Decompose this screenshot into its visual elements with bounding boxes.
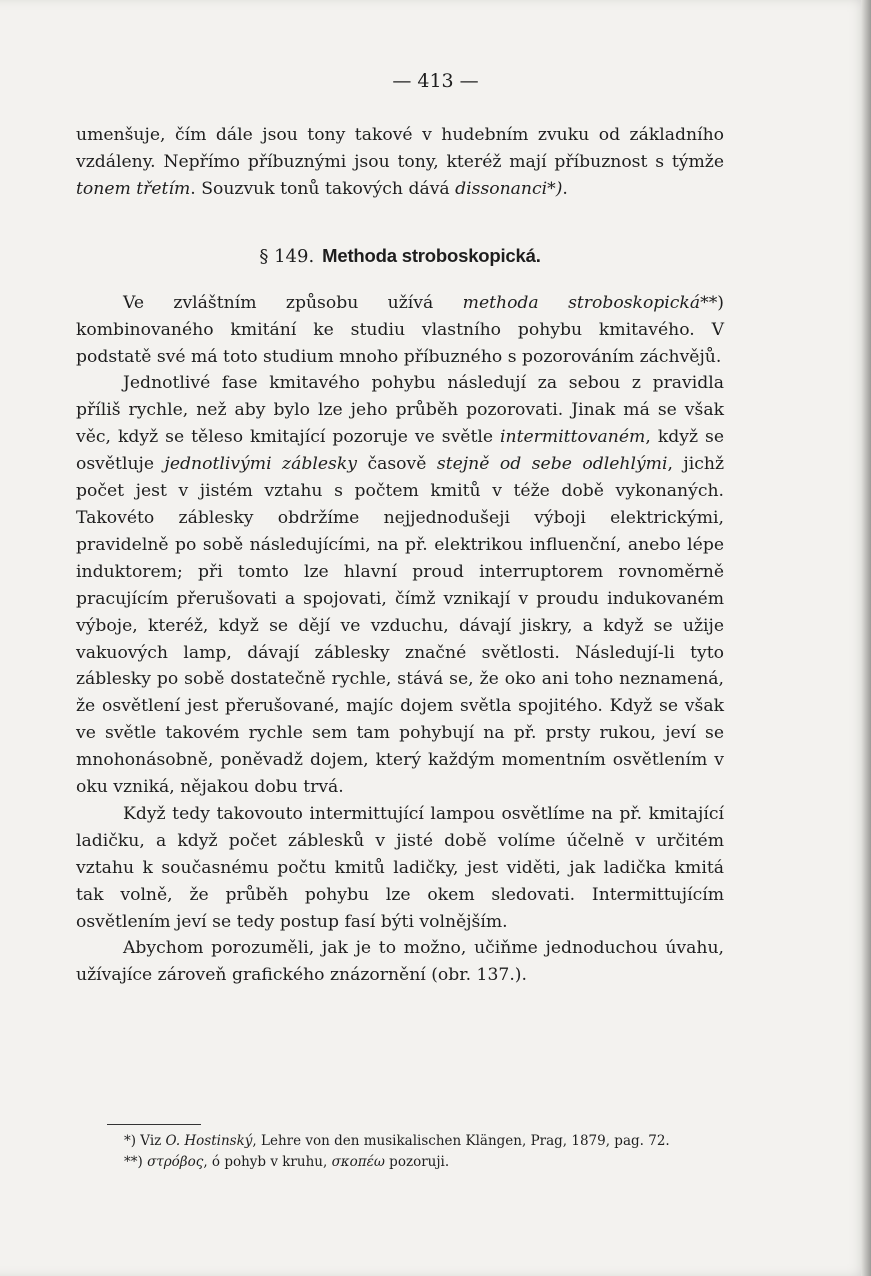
fn2-text-b: , ó pohyb v kruhu, bbox=[203, 1154, 332, 1170]
p1-text-a: umenšuje, čím dále jsou tony takové v hudebním zvuku od základního vzdáleny. Nepřímo příbuznými jsou tony, kteréž mají příbuznost s týmže bbox=[76, 125, 724, 172]
fn1-author: O. Hostinský bbox=[165, 1133, 253, 1149]
p1-emphasis-b: dissonanci*) bbox=[455, 178, 563, 199]
body-text bbox=[76, 122, 724, 989]
fn1-text-a: *) Viz bbox=[124, 1133, 166, 1149]
footnote-rule bbox=[107, 1124, 201, 1125]
p3-text-a: Jednotlivé fase kmitavého pohybu následují za sebou z pravidla příliš rychle, než aby bylo lze jeho průběh pozorovati. Jinak má se však věc, když se těleso kmitající pozoruje ve světle bbox=[76, 373, 724, 448]
footnote-1 bbox=[76, 1131, 724, 1152]
fn1-text-b: , Lehre von den musikalischen Klängen, Prag, 1879, pag. 72. bbox=[252, 1133, 670, 1149]
footnote-2 bbox=[76, 1152, 724, 1173]
paragraph-2 bbox=[76, 290, 724, 371]
page-number: — 413 — bbox=[392, 70, 479, 92]
p3-emphasis-a: intermittovaném bbox=[500, 427, 646, 448]
paragraph-1 bbox=[76, 122, 724, 203]
p1-text-b: . Souzvuk tonů takových dává bbox=[190, 178, 456, 199]
section-number: § 149. bbox=[259, 245, 315, 267]
fn2-greek-b: σκοπέω bbox=[331, 1154, 385, 1170]
paragraph-4: Když tedy takovouto intermittující lampou osvětlíme na př. kmitající ladičku, a když počet záblesků v jisté době volíme účelně v určitém vztahu k současnému počtu kmitů ladičky, jest viděti, jak ladička kmitá tak volně, že průběh pohybu lze okem sledovati. Intermittujícím osvětlením jeví se tedy postup fasí býti volnějším. bbox=[76, 803, 724, 932]
p1-text-c: . bbox=[562, 178, 568, 199]
fn2-greek-a: στρόβος bbox=[147, 1154, 204, 1170]
p3-emphasis-b: jednotlivými záblesky bbox=[164, 454, 357, 475]
p2-emphasis: methoda stroboskopická bbox=[462, 292, 701, 313]
paragraph-5: Abychom porozuměli, jak je to možno, učiňme jednoduchou úvahu, užívajíce zároveň grafického znázornění (obr. 137.). bbox=[76, 938, 724, 986]
p2-text-a: Ve zvláštním způsobu užívá bbox=[123, 292, 463, 313]
p1-emphasis-a: tonem třetím bbox=[76, 178, 191, 199]
paragraph-3 bbox=[76, 370, 724, 801]
p3-text-c: časově bbox=[356, 454, 437, 475]
fn2-text-c: pozoruji. bbox=[384, 1154, 450, 1170]
footnotes bbox=[76, 1131, 724, 1173]
p3-text-b: , když se osvětluje bbox=[76, 427, 724, 475]
p2-text-b: **) kombinovaného kmitání ke studiu vlastního pohybu kmitavého. V podstatě své má toto studium mnoho příbuzného s pozorováním záchvějů. bbox=[76, 292, 724, 367]
p3-text-d: , jichž počet jest v jistém vztahu s počtem kmitů v téže době vykonaných. Takovéto záblesky obdržíme nejjednodušeji výboji elektrickými, pravidelně po sobě následujícími, na př. elektrikou influenční, anebo lépe induktorem; při tomto lze hlavní proud interruptorem rovnoměrně pracujícím přerušovati a spojovati, čímž vznikají v proudu indukovaném výboje, kteréž, když se dějí ve vzduchu, dávají jiskry, a když se užije vakuových lamp, dávají záblesky značné světlosti. Následují-li tyto záblesky po sobě dostatečně rychle, stává se, že oko ani toho neznamená, že osvětlení jest přerušované, majíc dojem světla spojitého. Když se však ve světle takovém rychle sem tam pohybují na př. prsty rukou, jeví se mnohonásobně, poněvadž dojem, který každým momentním osvětlením v oku vzniká, nějakou dobu trvá. bbox=[76, 454, 725, 798]
p3-emphasis-c: stejně od sebe odlehlými bbox=[436, 454, 668, 475]
page-edge-shadow bbox=[861, 0, 871, 1276]
section-heading bbox=[76, 243, 724, 270]
section-title: Methoda stroboskopická. bbox=[322, 244, 541, 266]
fn2-text-a: **) bbox=[124, 1154, 148, 1170]
